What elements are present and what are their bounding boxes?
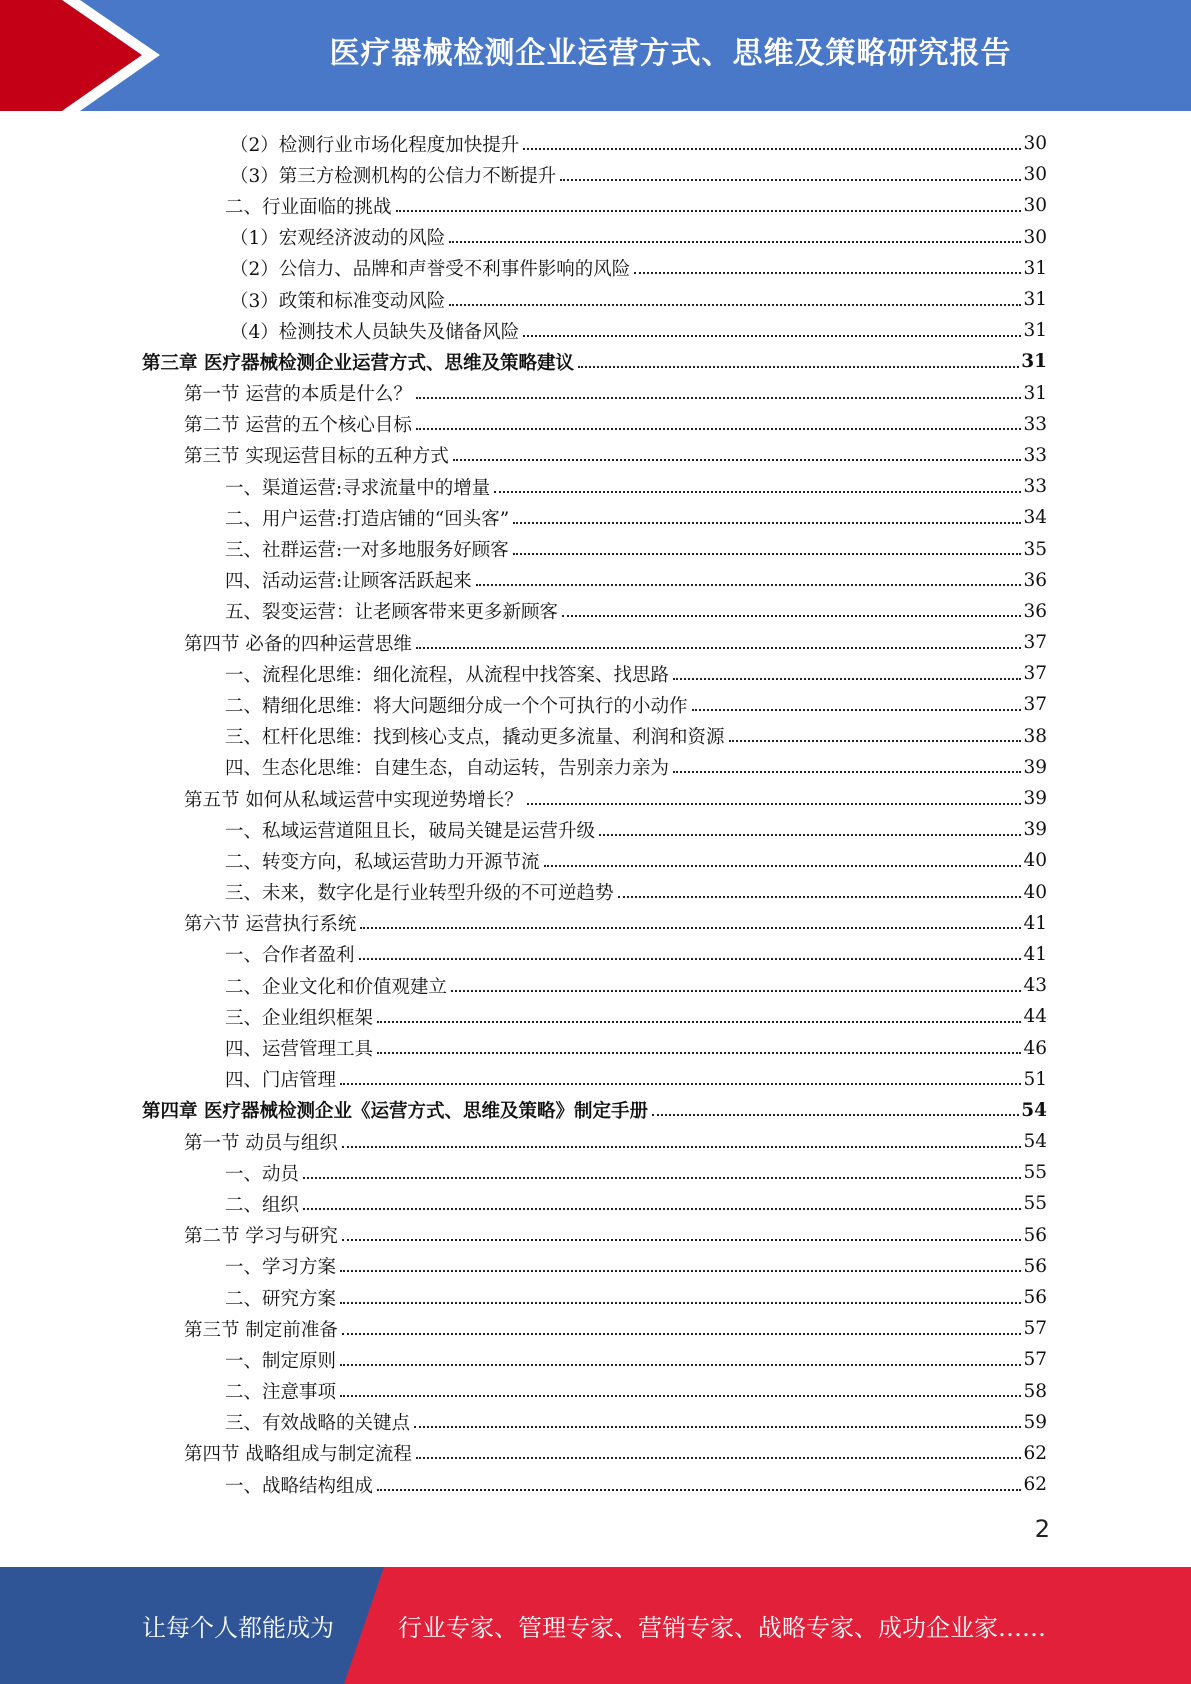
toc-entry-title: （1）宏观经济波动的风险 [230, 228, 446, 250]
toc-entry-page: 44 [1023, 1006, 1047, 1028]
toc-entry[interactable] [184, 378, 1047, 409]
toc-entry-page: 56 [1023, 1224, 1047, 1246]
toc-entry[interactable] [230, 284, 1047, 315]
toc-entry-title: 四、运营管理工具 [225, 1039, 374, 1061]
toc-entry[interactable] [184, 627, 1047, 658]
toc-entry[interactable] [230, 159, 1047, 190]
toc-entry-page: 31 [1023, 320, 1047, 342]
toc-dot-leader [494, 491, 1021, 493]
toc-dot-leader [340, 1270, 1021, 1272]
toc-dot-leader [303, 1208, 1021, 1210]
toc-entry-page: 30 [1023, 164, 1047, 186]
toc-entry-page: 40 [1023, 850, 1047, 872]
toc-entry-title: 第二节 学习与研究 [184, 1226, 338, 1248]
toc-entry-title: 一、制定原则 [225, 1350, 337, 1372]
toc-dot-leader [342, 1333, 1022, 1335]
toc-entry-title: 第一节 运营的本质是什么？ [184, 384, 412, 406]
toc-entry-page: 36 [1023, 600, 1047, 622]
toc-entry[interactable] [225, 1001, 1047, 1032]
toc-dot-leader [340, 1302, 1021, 1304]
toc-entry-title: 一、私域运营道阻且长，破局关键是运营升级 [225, 820, 596, 842]
toc-dot-leader [303, 1177, 1021, 1179]
page-number: 2 [1034, 1515, 1050, 1543]
toc-entry[interactable] [184, 1126, 1047, 1157]
toc-entry-page: 56 [1023, 1287, 1047, 1309]
toc-entry[interactable] [142, 346, 1047, 377]
footer-roles: 行业专家、管理专家、营销专家、战略专家、成功企业家…… [398, 1614, 1046, 1642]
toc-entry-title: 二、研究方案 [225, 1288, 337, 1310]
toc-entry-page: 57 [1023, 1349, 1047, 1371]
toc-entry-page: 43 [1023, 975, 1047, 997]
page-header [0, 0, 1191, 111]
toc-entry[interactable] [225, 1157, 1047, 1188]
toc-entry-page: 33 [1023, 476, 1047, 498]
toc-entry-page: 40 [1023, 881, 1047, 903]
toc-entry-page: 33 [1023, 413, 1047, 435]
toc-dot-leader [523, 148, 1021, 150]
toc-entry-page: 36 [1023, 569, 1047, 591]
toc-dot-leader [416, 397, 1022, 399]
toc-entry-page: 46 [1023, 1037, 1047, 1059]
toc-entry[interactable] [225, 939, 1047, 970]
toc-entry[interactable] [230, 128, 1047, 159]
toc-entry[interactable] [225, 721, 1047, 752]
toc-entry-title: 第一节 动员与组织 [184, 1132, 338, 1154]
toc-entry-page: 62 [1023, 1442, 1047, 1464]
toc-dot-leader [673, 771, 1021, 773]
toc-entry-title: 二、用户运营:打造店铺的“回头客” [225, 508, 510, 530]
toc-entry-title: 三、有效战略的关键点 [225, 1413, 411, 1435]
toc-dot-leader [449, 304, 1021, 306]
toc-entry-page: 58 [1023, 1380, 1047, 1402]
toc-entry[interactable] [184, 1313, 1047, 1344]
toc-dot-leader [449, 241, 1021, 243]
toc-dot-leader [527, 803, 1022, 805]
toc-dot-leader [416, 428, 1022, 430]
toc-entry-title: 一、合作者盈利 [225, 945, 355, 967]
toc-entry-title: 第四章 医疗器械检测企业《运营方式、思维及策略》制定手册 [142, 1101, 648, 1123]
toc-entry-title: 四、门店管理 [225, 1070, 337, 1092]
toc-entry-title: 第三节 实现运营目标的五种方式 [184, 446, 449, 468]
toc-entry-title: （3）政策和标准变动风险 [230, 290, 446, 312]
toc-entry-page: 39 [1023, 788, 1047, 810]
toc-entry-page: 30 [1023, 133, 1047, 155]
toc-entry[interactable] [225, 502, 1047, 533]
toc-entry-page: 39 [1023, 756, 1047, 778]
toc-dot-leader [377, 1052, 1021, 1054]
toc-entry[interactable] [225, 596, 1047, 627]
toc-entry[interactable] [225, 752, 1047, 783]
toc-entry-page: 55 [1023, 1193, 1047, 1215]
toc-dot-leader [340, 1395, 1021, 1397]
toc-entry[interactable] [225, 970, 1047, 1001]
toc-entry[interactable] [225, 1188, 1047, 1219]
toc-entry-title: 三、企业组织框架 [225, 1007, 374, 1029]
toc-entry-title: 第五节 如何从私域运营中实现逆势增长？ [184, 789, 523, 811]
toc-entry-title: 第四节 必备的四种运营思维 [184, 633, 412, 655]
toc-dot-leader [416, 1457, 1022, 1459]
toc-entry[interactable] [184, 1220, 1047, 1251]
toc-entry-page: 41 [1023, 943, 1047, 965]
toc-entry[interactable] [184, 1438, 1047, 1469]
toc-entry-page: 31 [1023, 382, 1047, 404]
toc-entry-page: 38 [1023, 725, 1047, 747]
toc-entry[interactable] [230, 315, 1047, 346]
toc-entry-page: 54 [1021, 1099, 1047, 1121]
toc-dot-leader [729, 740, 1022, 742]
toc-entry[interactable] [225, 877, 1047, 908]
toc-entry-title: 一、流程化思维：细化流程，从流程中找答案、找思路 [225, 664, 670, 686]
table-of-contents [0, 128, 1191, 1500]
toc-entry-title: 二、注意事项 [225, 1382, 337, 1404]
toc-entry-page: 56 [1023, 1255, 1047, 1277]
page-footer [0, 1567, 1191, 1684]
toc-entry-title: 四、生态化思维：自建生态，自动运转，告别亲力亲为 [225, 758, 670, 780]
toc-dot-leader [578, 366, 1019, 368]
toc-entry[interactable] [184, 409, 1047, 440]
toc-entry[interactable] [225, 845, 1047, 876]
toc-entry-title: 三、未来，数字化是行业转型升级的不可逆趋势 [225, 883, 614, 905]
toc-dot-leader [513, 522, 1021, 524]
toc-entry-page: 59 [1023, 1411, 1047, 1433]
toc-entry[interactable] [230, 253, 1047, 284]
toc-entry[interactable] [230, 222, 1047, 253]
toc-entry-page: 37 [1023, 632, 1047, 654]
toc-entry[interactable] [225, 814, 1047, 845]
toc-entry-title: 第六节 运营执行系统 [184, 914, 357, 936]
toc-entry-title: 第三节 制定前准备 [184, 1319, 338, 1341]
toc-entry-page: 41 [1023, 912, 1047, 934]
toc-entry[interactable] [184, 783, 1047, 814]
toc-dot-leader [652, 1114, 1019, 1116]
toc-entry-page: 57 [1023, 1318, 1047, 1340]
toc-entry-title: （2）公信力、品牌和声誉受不利事件影响的风险 [230, 259, 631, 281]
toc-entry[interactable] [225, 689, 1047, 720]
toc-dot-leader [342, 1239, 1022, 1241]
toc-dot-leader [414, 1426, 1021, 1428]
toc-entry-title: 二、精细化思维：将大问题细分成一个个可执行的小动作 [225, 695, 688, 717]
toc-entry-title: 三、社群运营:一对多地服务好顾客 [225, 540, 509, 562]
toc-dot-leader [673, 678, 1021, 680]
toc-entry-title: （3）第三方检测机构的公信力不断提升 [230, 165, 557, 187]
toc-entry-page: 31 [1023, 289, 1047, 311]
toc-entry-page: 31 [1021, 351, 1047, 373]
toc-dot-leader [544, 865, 1022, 867]
toc-dot-leader [360, 927, 1021, 929]
toc-entry-page: 30 [1023, 226, 1047, 248]
toc-entry-page: 30 [1023, 195, 1047, 217]
toc-entry[interactable] [225, 533, 1047, 564]
toc-entry-page: 31 [1023, 257, 1047, 279]
toc-dot-leader [513, 553, 1022, 555]
toc-entry[interactable] [225, 1251, 1047, 1282]
toc-entry-page: 34 [1023, 507, 1047, 529]
toc-dot-leader [476, 584, 1022, 586]
toc-dot-leader [453, 459, 1022, 461]
toc-dot-leader [359, 958, 1022, 960]
toc-dot-leader [599, 834, 1021, 836]
toc-entry-page: 33 [1023, 444, 1047, 466]
document-title: 医疗器械检测企业运营方式、思维及策略研究报告 [329, 36, 1012, 71]
toc-entry-page: 37 [1023, 663, 1047, 685]
toc-dot-leader [560, 179, 1021, 181]
toc-entry-title: 一、渠道运营:寻求流量中的增量 [225, 477, 491, 499]
toc-entry[interactable] [225, 1282, 1047, 1313]
toc-entry-page: 37 [1023, 694, 1047, 716]
toc-dot-leader [451, 990, 1021, 992]
toc-entry-page: 54 [1023, 1131, 1047, 1153]
toc-dot-leader [618, 896, 1022, 898]
toc-entry[interactable] [225, 1407, 1047, 1438]
toc-entry-title: 四、活动运营:让顾客活跃起来 [225, 571, 472, 593]
toc-entry[interactable] [225, 190, 1047, 221]
toc-entry[interactable] [142, 1095, 1047, 1126]
toc-entry-title: 二、组织 [225, 1194, 300, 1216]
toc-entry-title: 二、转变方向，私域运营助力开源节流 [225, 851, 540, 873]
toc-entry[interactable] [225, 1344, 1047, 1375]
toc-entry-title: 三、杠杆化思维：找到核心支点，撬动更多流量、利润和资源 [225, 727, 725, 749]
toc-dot-leader [562, 615, 1021, 617]
toc-entry-title: 第三章 医疗器械检测企业运营方式、思维及策略建议 [142, 352, 574, 374]
toc-entry-title: 二、行业面临的挑战 [225, 196, 392, 218]
toc-entry[interactable] [225, 1064, 1047, 1095]
toc-entry[interactable] [225, 658, 1047, 689]
toc-dot-leader [634, 272, 1021, 274]
toc-entry[interactable] [225, 1376, 1047, 1407]
toc-dot-leader [340, 1364, 1021, 1366]
toc-dot-leader [340, 1083, 1021, 1085]
toc-entry-title: 五、裂变运营：让老顾客带来更多新顾客 [225, 602, 559, 624]
toc-entry-title: （4）检测技术人员缺失及储备风险 [230, 321, 520, 343]
toc-entry-page: 62 [1023, 1474, 1047, 1496]
toc-entry-page: 35 [1023, 538, 1047, 560]
toc-entry-title: 一、战略结构组成 [225, 1475, 374, 1497]
toc-entry-title: （2）检测行业市场化程度加快提升 [230, 134, 520, 156]
toc-entry[interactable] [225, 1032, 1047, 1063]
toc-dot-leader [523, 335, 1021, 337]
toc-entry[interactable] [184, 908, 1047, 939]
toc-entry[interactable] [225, 565, 1047, 596]
toc-entry-page: 39 [1023, 819, 1047, 841]
toc-dot-leader [396, 210, 1022, 212]
toc-entry-title: 第四节 战略组成与制定流程 [184, 1444, 412, 1466]
toc-dot-leader [692, 709, 1022, 711]
toc-dot-leader [377, 1021, 1021, 1023]
toc-entry-title: 一、学习方案 [225, 1257, 337, 1279]
toc-entry-page: 55 [1023, 1162, 1047, 1184]
toc-dot-leader [377, 1489, 1021, 1491]
toc-entry-title: 二、企业文化和价值观建立 [225, 976, 448, 998]
toc-dot-leader [416, 647, 1022, 649]
toc-entry-title: 一、动员 [225, 1163, 300, 1185]
toc-entry[interactable] [225, 1469, 1047, 1500]
toc-entry[interactable] [184, 440, 1047, 471]
toc-entry[interactable] [225, 471, 1047, 502]
toc-entry-title: 第二节 运营的五个核心目标 [184, 415, 412, 437]
footer-slogan: 让每个人都能成为 [142, 1614, 334, 1642]
toc-entry-page: 51 [1023, 1068, 1047, 1090]
toc-dot-leader [342, 1146, 1022, 1148]
